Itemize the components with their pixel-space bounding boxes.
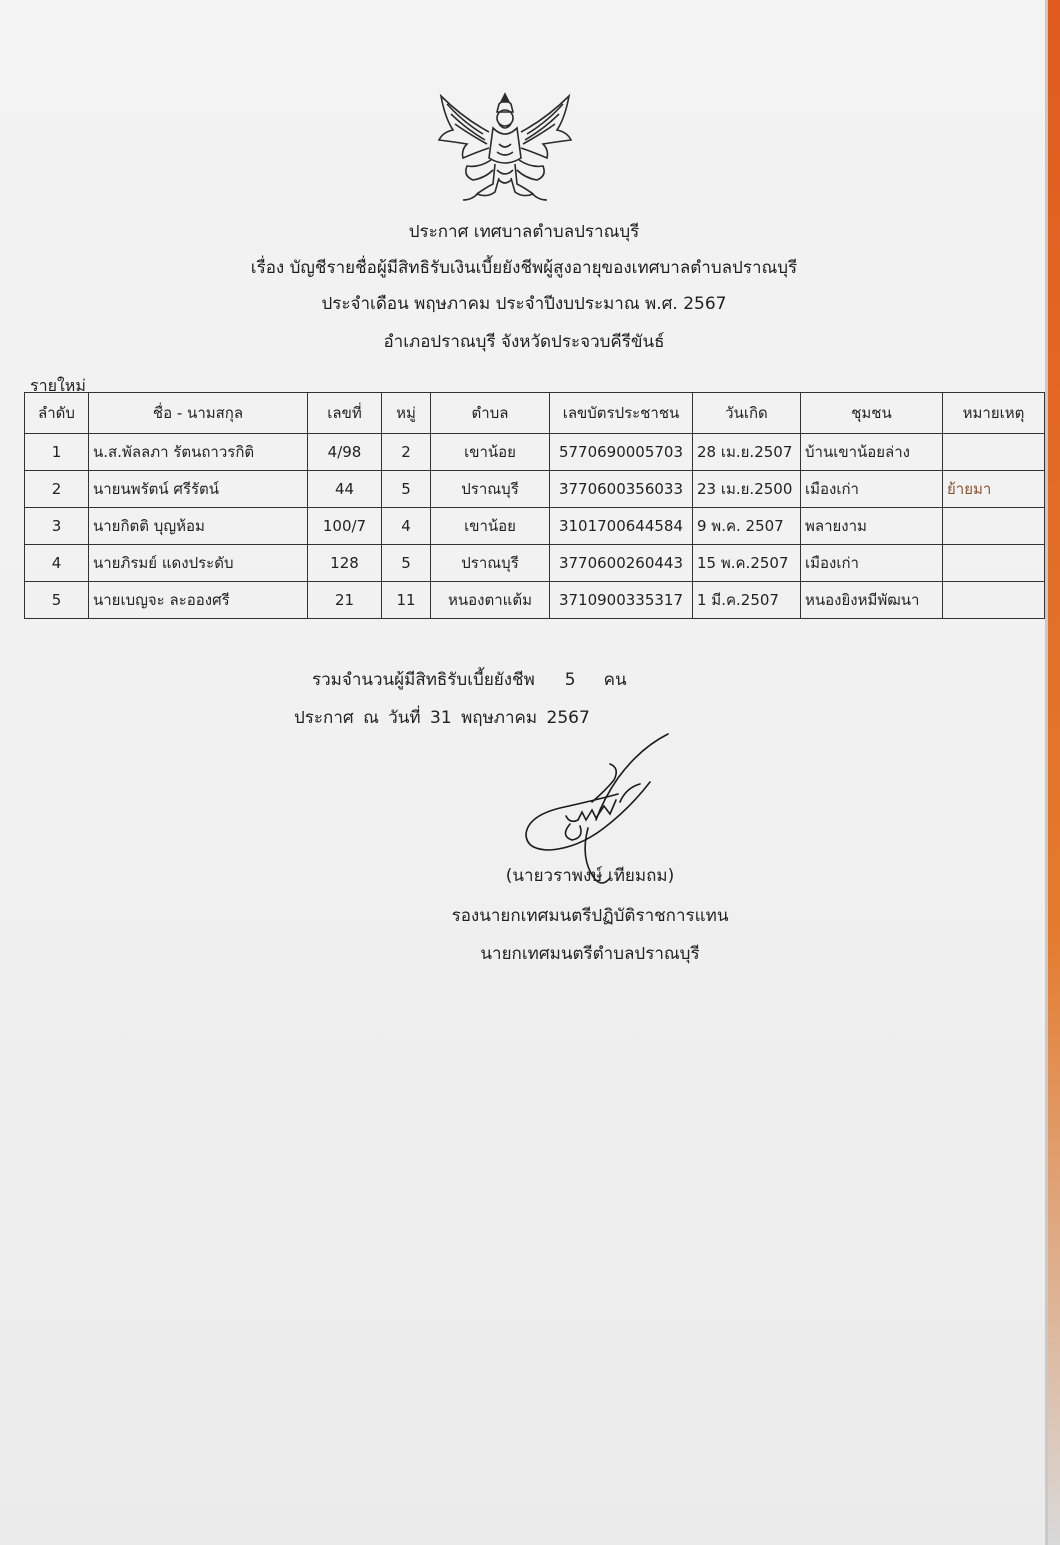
table-cell: 3770600260443	[550, 545, 693, 582]
section-label: รายใหม่	[30, 376, 86, 395]
table-cell	[943, 434, 1045, 471]
table-cell: 128	[308, 545, 382, 582]
table-cell: 3770600356033	[550, 471, 693, 508]
table-cell: 4	[382, 508, 431, 545]
table-row	[25, 434, 1045, 471]
table-cell: 5770690005703	[550, 434, 693, 471]
table-cell: เขาน้อย	[431, 508, 550, 545]
table-cell: 3101700644584	[550, 508, 693, 545]
column-header: ลำดับ	[25, 393, 89, 434]
table-cell: หนองยิงหมีพัฒนา	[801, 582, 943, 619]
table-cell: 5	[382, 471, 431, 508]
table-cell: 2	[382, 434, 431, 471]
table-cell: 5	[382, 545, 431, 582]
table-cell: 23 เม.ย.2500	[693, 471, 801, 508]
table-cell: 28 เม.ย.2507	[693, 434, 801, 471]
beneficiary-table	[24, 392, 1045, 619]
table-cell: นายกิตติ บุญห้อม	[89, 508, 308, 545]
table-cell: 11	[382, 582, 431, 619]
table-cell: เมืองเก่า	[801, 471, 943, 508]
table-cell: 4	[25, 545, 89, 582]
column-header: วันเกิด	[693, 393, 801, 434]
total-line	[312, 666, 627, 693]
signer-title: นายกเทศมนตรีตำบลปราณบุรี	[480, 944, 700, 964]
announcement-period: ประจำเดือน พฤษภาคม ประจำปีงบประมาณ พ.ศ. 2567	[321, 294, 727, 314]
table-cell: 5	[25, 582, 89, 619]
table-cell: น.ส.พัลลภา รัตนถาวรกิติ	[89, 434, 308, 471]
announcement-title: ประกาศ เทศบาลตำบลปราณบุรี	[408, 222, 640, 242]
announcement-subject: เรื่อง บัญชีรายชื่อผู้มีสิทธิรับเงินเบี้ยยังชีพผู้สูงอายุของเทศบาลตำบลปราณบุรี	[250, 258, 798, 278]
table-cell: 100/7	[308, 508, 382, 545]
column-header: เลขที่	[308, 393, 382, 434]
table-cell: นายนพรัตน์ ศรีรัตน์	[89, 471, 308, 508]
announcement-location: อำเภอปราณบุรี จังหวัดประจวบคีรีขันธ์	[383, 332, 665, 352]
table-cell: 1	[25, 434, 89, 471]
table-cell: บ้านเขาน้อยล่าง	[801, 434, 943, 471]
table-cell	[943, 508, 1045, 545]
announce-date: ประกาศ ณ วันที่ 31 พฤษภาคม 2567	[294, 708, 590, 728]
table-cell: 21	[308, 582, 382, 619]
total-label: รวมจำนวนผู้มีสิทธิรับเบี้ยยังชีพ	[312, 670, 535, 690]
table-cell: เขาน้อย	[431, 434, 550, 471]
column-header: ชื่อ - นามสกุล	[89, 393, 308, 434]
column-header: เลขบัตรประชาชน	[550, 393, 693, 434]
table-cell: 3710900335317	[550, 582, 693, 619]
table-row	[25, 508, 1045, 545]
column-header: ชุมชน	[801, 393, 943, 434]
table-cell: 3	[25, 508, 89, 545]
signer-name: (นายวราพงษ์ เทียมถม)	[505, 866, 675, 886]
background-edge	[1048, 0, 1060, 1545]
table-cell: นายเบญจะ ละอองศรี	[89, 582, 308, 619]
table-cell: ปราณบุรี	[431, 545, 550, 582]
table-cell: 2	[25, 471, 89, 508]
garuda-emblem-icon	[433, 88, 577, 208]
table-cell: 44	[308, 471, 382, 508]
signer-position: รองนายกเทศมนตรีปฏิบัติราชการแทน	[451, 906, 729, 926]
column-header: หมู่	[382, 393, 431, 434]
total-unit: คน	[603, 670, 627, 690]
table-row	[25, 471, 1045, 508]
table-cell: 15 พ.ค.2507	[693, 545, 801, 582]
remark-cell: ย้ายมา	[943, 471, 1045, 508]
column-header: หมายเหตุ	[943, 393, 1045, 434]
table-cell: นายภิรมย์ แดงประดับ	[89, 545, 308, 582]
table-cell: 9 พ.ค. 2507	[693, 508, 801, 545]
table-cell: 1 มี.ค.2507	[693, 582, 801, 619]
table-cell: พลายงาม	[801, 508, 943, 545]
table-cell	[943, 545, 1045, 582]
table-cell: 4/98	[308, 434, 382, 471]
table-row	[25, 545, 1045, 582]
table-cell: หนองตาแต้ม	[431, 582, 550, 619]
table-cell: เมืองเก่า	[801, 545, 943, 582]
table-header-row	[25, 393, 1045, 434]
column-header: ตำบล	[431, 393, 550, 434]
table-cell	[943, 582, 1045, 619]
table-row	[25, 582, 1045, 619]
table-cell: ปราณบุรี	[431, 471, 550, 508]
total-count: 5	[564, 670, 576, 690]
